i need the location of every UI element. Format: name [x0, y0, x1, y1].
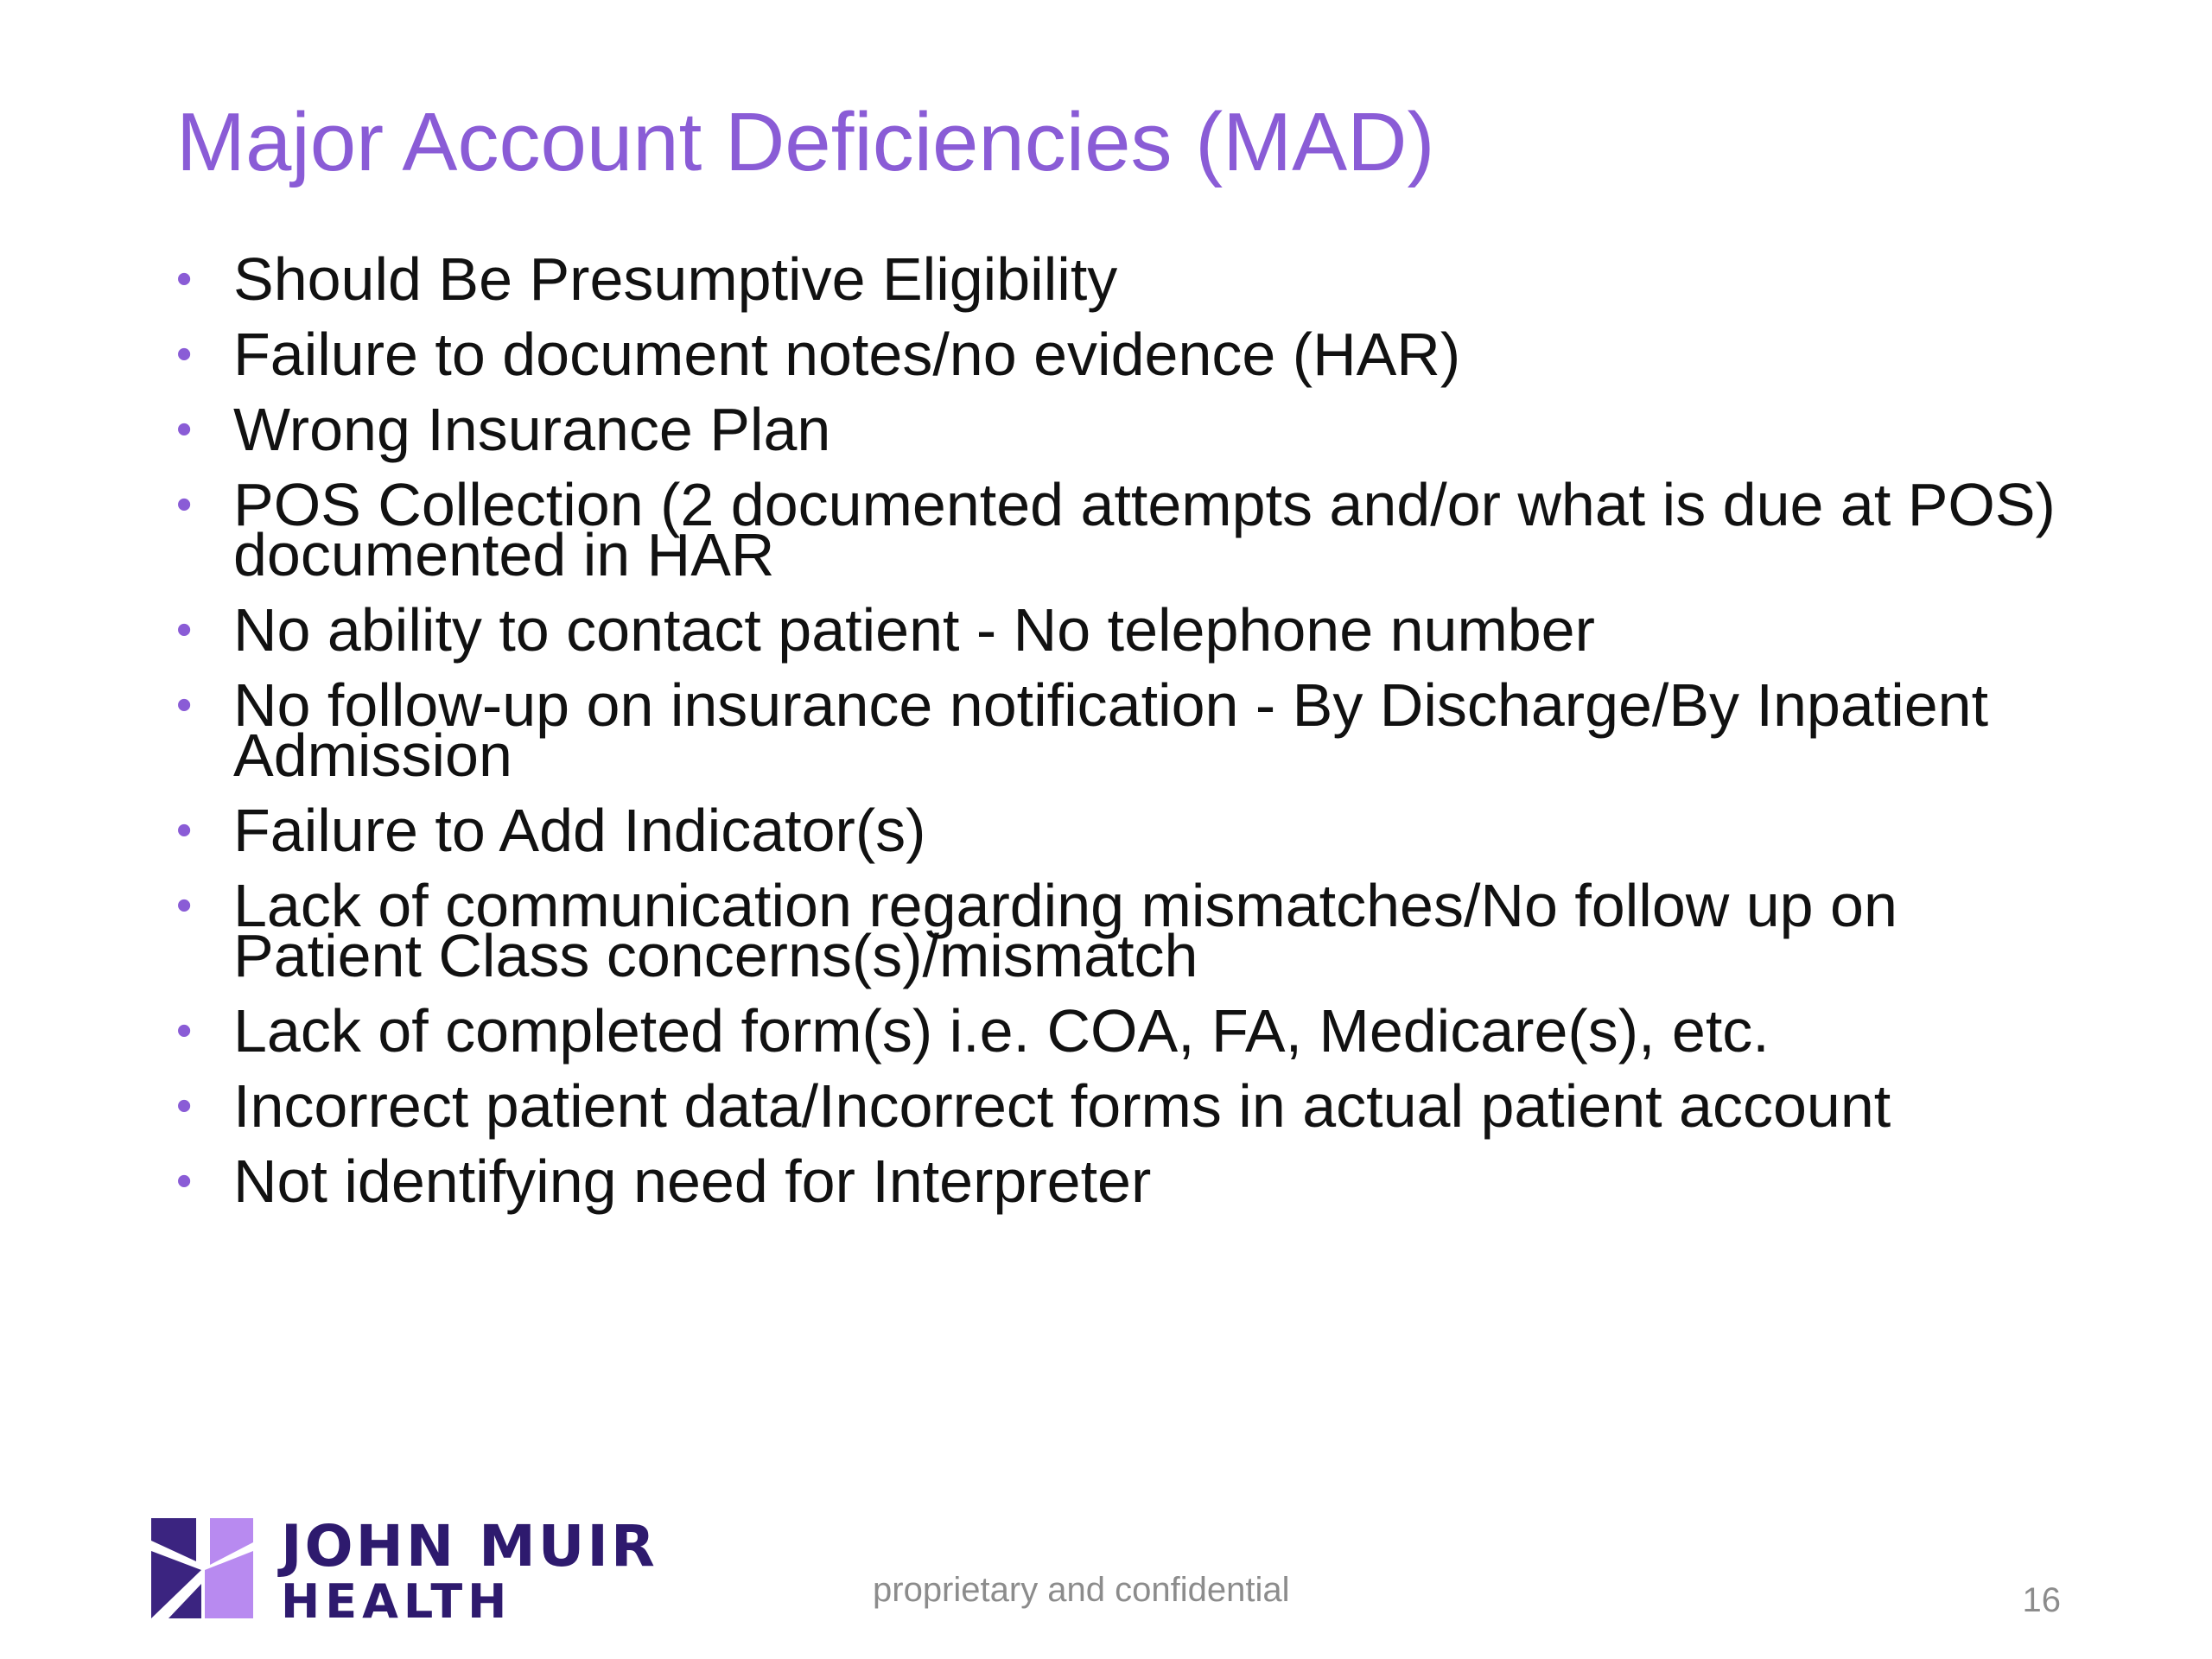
bullet-dot-icon [176, 329, 202, 379]
bullet-item [176, 321, 2077, 388]
logo-text-line2: HEALTH [281, 1574, 512, 1629]
bullet-text: Not identifying need for Interpreter [233, 1147, 1152, 1215]
bullet-dot-icon [176, 1006, 202, 1056]
bullet-item [176, 997, 2077, 1065]
bullet-dot-icon [176, 404, 202, 454]
bullet-text: Failure to Add Indicator(s) [233, 797, 926, 864]
logo-text-line1: JOHN MUIR [281, 1513, 658, 1580]
page-number: 16 [2022, 1581, 2061, 1619]
bullet-item [176, 872, 2077, 989]
bullet-text: POS Collection (2 documented attempts and/or what is due at POS) documented in HAR [233, 471, 2056, 588]
bullet-text: Wrong Insurance Plan [233, 396, 831, 463]
bullet-dot-icon [176, 1156, 202, 1206]
bullet-list [176, 245, 2077, 1231]
bullet-text: Should Be Presumptive Eligibility [233, 245, 1118, 313]
bullet-item [176, 1147, 2077, 1215]
bullet-dot-icon [176, 1081, 202, 1131]
bullet-text: Lack of communication regarding mismatches/No follow up on Patient Class concerns(s)/mismatch [233, 872, 1897, 989]
bullet-dot-icon [176, 254, 202, 304]
bullet-item [176, 596, 2077, 664]
butterfly-logo-icon [151, 1516, 255, 1620]
bullet-text: Lack of completed form(s) i.e. COA, FA, Medicare(s), etc. [233, 997, 1770, 1065]
bullet-item [176, 471, 2077, 588]
bullet-dot-icon [176, 805, 202, 855]
bullet-dot-icon [176, 605, 202, 655]
bullet-text: Failure to document notes/no evidence (HAR) [233, 321, 1461, 388]
bullet-dot-icon [176, 880, 202, 931]
confidential-notice: proprietary and confidential [873, 1571, 1290, 1609]
slide-title: Major Account Deficiencies (MAD) [176, 96, 1435, 188]
bullet-text: Incorrect patient data/Incorrect forms in actual patient account [233, 1072, 1891, 1140]
bullet-item [176, 245, 2077, 313]
bullet-item [176, 1072, 2077, 1140]
bullet-dot-icon [176, 680, 202, 730]
bullet-text: No ability to contact patient - No telephone number [233, 596, 1595, 664]
company-logo [151, 1513, 670, 1629]
bullet-item [176, 396, 2077, 463]
bullet-text: No follow-up on insurance notification - By Discharge/By Inpatient Admission [233, 671, 1989, 789]
bullet-item [176, 797, 2077, 864]
bullet-item [176, 671, 2077, 789]
bullet-dot-icon [176, 480, 202, 530]
